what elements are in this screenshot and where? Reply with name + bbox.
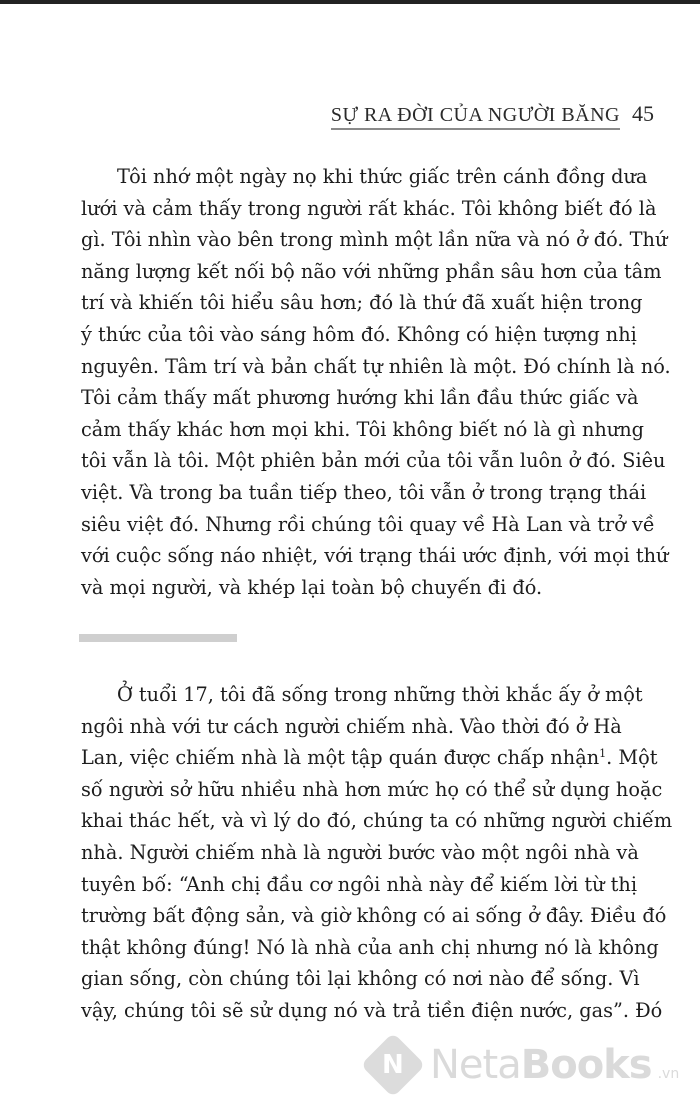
netabooks-logo-icon: N xyxy=(360,1032,425,1097)
paragraph-line: số người sở hữu nhiều nhà hơn mức họ có thể sử dụng hoặc xyxy=(81,777,663,801)
text-fragment: . Một xyxy=(606,746,658,770)
paragraph-line: vậy, chúng tôi sẽ sử dụng nó và trả tiền điện nước, gas”. Đó xyxy=(81,998,663,1022)
page-number: 45 xyxy=(632,101,654,126)
paragraph-line: gì. Tôi nhìn vào bên trong mình một lần nữa và nó ở đó. Thứ xyxy=(81,228,668,252)
watermark-brand: NetaBooks xyxy=(430,1042,652,1088)
paragraph-line: siêu việt đó. Nhưng rồi chúng tôi quay về Hà Lan và trở về xyxy=(81,512,655,536)
paragraph-line: thật không đúng! Nó là nhà của anh chị nhưng nó là không xyxy=(81,935,659,959)
watermark-suffix: .vn xyxy=(657,1066,680,1082)
paragraph-line: ngôi nhà với tư cách người chiếm nhà. Vào thời đó ở Hà xyxy=(81,714,622,738)
paragraph-line: trường bất động sản, và giờ không có ai sống ở đây. Điều đó xyxy=(81,904,667,928)
text-fragment: Lan, việc chiếm nhà là một tập quán được chấp nhận xyxy=(81,746,600,770)
running-head xyxy=(331,101,654,130)
paragraph-line: khai thác hết, và vì lý do đó, chúng ta có những người chiếm xyxy=(81,809,673,833)
paragraph-line: lưới và cảm thấy trong người rất khác. Tôi không biết đó là xyxy=(81,196,657,220)
paragraph-line: Tôi cảm thấy mất phương hướng khi lần đầu thức giấc và xyxy=(81,386,639,410)
paragraph-line: nhà. Người chiếm nhà là người bước vào một ngôi nhà và xyxy=(81,840,639,864)
paragraph-line: với cuộc sống náo nhiệt, với trạng thái ước định, với mọi thứ xyxy=(81,544,669,568)
paragraph-line: nguyên. Tâm trí và bản chất tự nhiên là một. Đó chính là nó. xyxy=(81,354,671,378)
paragraph-line: Tôi nhớ một ngày nọ khi thức giấc trên cánh đồng dưa xyxy=(117,165,648,188)
paragraph-line: tôi vẫn là tôi. Một phiên bản mới của tôi vẫn luôn ở đó. Siêu xyxy=(81,449,666,473)
netabooks-watermark xyxy=(370,1042,679,1088)
paragraph-line: Ở tuổi 17, tôi đã sống trong những thời khắc ấy ở một xyxy=(117,683,643,706)
paragraph-line: năng lượng kết nối bộ não với những phần sâu hơn của tâm xyxy=(81,259,662,283)
section-separator xyxy=(79,634,237,642)
paragraph-1 xyxy=(81,161,671,603)
paragraph-line: trí và khiến tôi hiểu sâu hơn; đó là thứ đã xuất hiện trong xyxy=(81,291,643,315)
paragraph-line: và mọi người, và khép lại toàn bộ chuyến đi đó. xyxy=(81,575,543,599)
paragraph-line: ý thức của tôi vào sáng hôm đó. Không có hiện tượng nhị xyxy=(81,322,637,346)
running-title: SỰ RA ĐỜI CỦA NGƯỜI BĂNG xyxy=(331,104,620,130)
paragraph-line: gian sống, còn chúng tôi lại không có nơi nào để sống. Vì xyxy=(81,967,640,991)
paragraph-line: việt. Và trong ba tuần tiếp theo, tôi vẫn ở trong trạng thái xyxy=(81,480,647,504)
paragraph-line: tuyên bố: “Anh chị đầu cơ ngôi nhà này để kiếm lời từ thị xyxy=(81,872,638,896)
paragraph-line xyxy=(81,742,658,774)
footnote-reference[interactable]: 1 xyxy=(599,747,607,761)
paragraph-line: cảm thấy khác hơn mọi khi. Tôi không biết nó là gì nhưng xyxy=(81,417,644,441)
paragraph-2 xyxy=(81,679,673,1027)
top-rule xyxy=(0,0,700,4)
